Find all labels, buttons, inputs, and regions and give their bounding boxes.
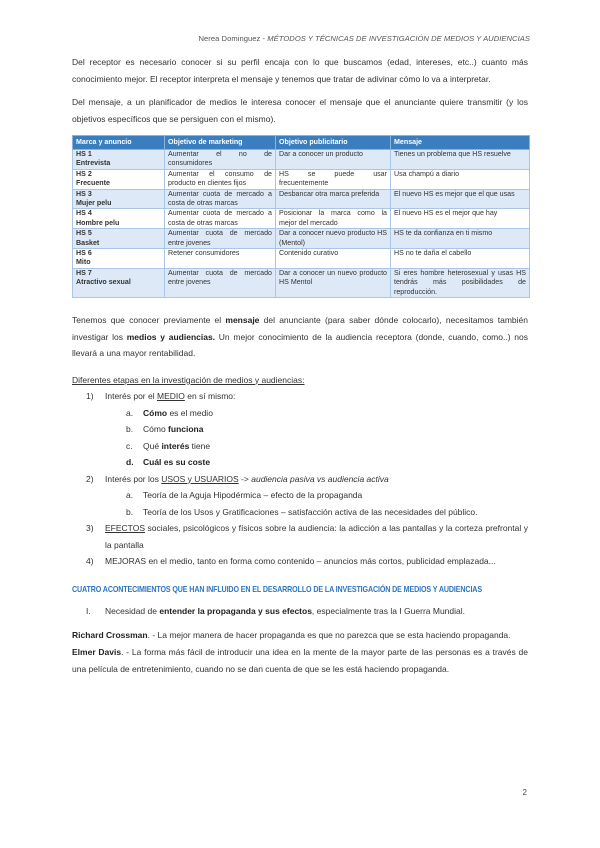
table-header-cell: Mensaje [391,136,530,150]
brand-cell [73,169,165,189]
page-content [72,54,528,677]
text-run: en sí mismo: [184,391,236,402]
text-run-underline: MEDIO [156,391,185,402]
list-marker: 4) [86,556,94,567]
list-item [72,520,528,553]
table-header-cell: Objetivo de marketing [165,136,276,150]
intro-paragraph-mensaje: Del mensaje, a un planificador de medios le interesa conocer el mensaje que el anunciante quiere transmitir (y los objetivos específicos que se persiguen con el mismo). [72,97,528,124]
text-run: tiene [189,440,211,451]
brand-code: HS 7 [76,268,92,277]
list-item [72,504,528,521]
list-marker: I. [86,606,91,617]
text-run: es el medio [167,407,213,418]
list-marker: 2) [86,473,94,484]
brand-code: HS 4 [76,209,92,218]
mensaje-cell: El nuevo HS es mejor que el que usas [391,189,530,209]
publicitario-cell: Desbancar otra marca preferida [276,189,391,209]
quote-text: . - La forma más fácil de introducir una idea en la mente de la mayor parte de las personas es a través de una película de entretenimiento, cuando no se dan cuenta de que se les está haciendo propaganda. [72,647,528,674]
list-marker: b. [126,506,134,517]
section-heading: CUATRO ACONTECIMIENTOS QUE HAN INFLUIDO EN EL DESARROLLO DE LA INVESTIGACIÓN DE MEDIOS Y AUDIENCIAS [72,583,482,594]
text-run-underline: EFECTOS [105,523,145,534]
list-item [72,405,528,422]
mensaje-cell: Usa champú a diario [391,169,530,189]
publicitario-cell: Posicionar la marca como la mejor del mercado [276,209,391,229]
marketing-cell: Aumentar el consumo de producto en clientes fijos [165,169,276,189]
text-run: Tenemos que conocer previamente el [72,315,226,326]
marketing-cell: Retener consumidores [165,249,276,269]
list-item [72,487,528,504]
table-row [73,150,530,170]
text-run: Necesidad de [105,606,160,617]
table-header-cell: Marca y anuncio [73,136,165,150]
list-marker: 3) [86,523,94,534]
text-run: MEJORAS en el medio, tanto en forma como contenido – anuncios más cortos, publicidad emplazada... [105,556,496,567]
section-list-item [72,603,528,620]
brand-ad: Entrevista [76,159,111,168]
table-row [73,169,530,189]
brand-code: HS 5 [76,229,92,238]
list-item [72,388,528,405]
table-row [73,209,530,229]
text-run-italic: audiencia pasiva vs audiencia activa [251,473,389,484]
brand-code: HS 3 [76,189,92,198]
text-run: -> [238,473,252,484]
text-run: Cómo [143,424,169,435]
etapas-title: Diferentes etapas en la investigación de medios y audiencias: [72,374,305,385]
text-run-bold: funciona [168,424,204,435]
marketing-cell: Aumentar cuota de mercado entre jovenes [165,268,276,297]
text-run-bold: medios y audiencias. [126,331,216,342]
brand-code: HS 2 [76,169,92,178]
quote-crossman [72,627,528,644]
media-planning-table [72,135,530,298]
text-run: Un mejor conocimiento de la audiencia receptora (donde, cuando, como..) nos llevará a una mayor rentabilidad. [72,331,529,359]
quote-davis [72,644,528,677]
text-run-bold: entender la propaganda y sus efectos [159,606,312,617]
page-header [198,34,530,43]
text-run: , especialmente tras la I Guerra Mundial. [311,606,465,617]
list-item [72,471,528,488]
table-header-cell: Objetivo publicitario [276,136,391,150]
text-run: sociales, psicológicos y físicos sobre la audiencia: la adicción a las pantallas y la corteza prefrontal y la pantalla [105,523,528,550]
quote-author: Elmer Davis [72,647,122,658]
mensaje-cell: Tienes un problema que HS resuelve [391,150,530,170]
table-row [73,249,530,269]
quote-text: . - La mejor manera de hacer propaganda es que no parezca que se esta haciendo propaganda. [147,629,511,640]
brand-ad: Atractivo sexual [76,278,131,287]
list-marker: b. [126,424,134,435]
brand-cell [73,189,165,209]
brand-cell [73,229,165,249]
list-marker: a. [126,407,134,418]
brand-cell [73,150,165,170]
quote-author: Richard Crossman [72,629,148,640]
list-marker: c. [126,440,133,451]
header-author: Nerea Dominguez - [198,34,268,43]
brand-ad: Mujer pelu [76,199,112,208]
list-item [72,421,528,438]
list-marker: d. [126,457,134,468]
brand-code: HS 6 [76,249,92,258]
brand-ad: Frecuente [76,179,110,188]
marketing-cell: Aumentar cuota de mercado a costa de otras marcas [165,189,276,209]
list-item [72,438,528,455]
table-row [73,189,530,209]
marketing-cell: Aumentar cuota de mercado a costa de otras marcas [165,209,276,229]
text-run-bold: interés [161,440,190,451]
text-run: Interés por los [105,473,162,484]
marketing-cell: Aumentar cuota de mercado entre jovenes [165,229,276,249]
table-header-row [73,136,530,150]
text-run: Interés por el [105,391,157,402]
list-marker: a. [126,490,134,501]
brand-ad: Basket [76,238,100,247]
brand-ad: Hombre pelu [76,218,120,227]
brand-ad: Mito [76,258,91,267]
etapas-list [72,388,528,570]
table-row [73,229,530,249]
list-marker: 1) [86,391,94,402]
mensaje-cell: HS te da confianza en ti mismo [391,229,530,249]
mensaje-cell: HS no te daña el cabello [391,249,530,269]
brand-cell [73,249,165,269]
brand-code: HS 1 [76,150,92,158]
intro-paragraph-receptor: Del receptor es necesario conocer si su perfil encaja con lo que buscamos (edad, intereses, etc..) cuanto más conocimiento mejor. El receptor interpreta el mensaje y tenemos que tratar de adivinar cómo lo va a interpretar. [72,57,528,84]
publicitario-cell: Dar a conocer nuevo producto HS (Mentol) [276,229,391,249]
text-run: Qué [143,440,162,451]
text-run-bold: mensaje [225,315,260,326]
publicitario-cell: HS se puede usar frecuentemente [276,169,391,189]
mensaje-cell: El nuevo HS es el mejor que hay [391,209,530,229]
paragraph-mensaje-medios [72,312,528,362]
mensaje-cell: Si eres hombre heterosexual y usas HS tendrás más posibilidades de reproducción. [391,268,530,297]
publicitario-cell: Dar a conocer un nuevo producto HS Mentol [276,268,391,297]
text-run-bold: Cuál es su coste [143,457,211,468]
text-run-underline: USOS y USUARIOS [161,473,239,484]
publicitario-cell: Dar a conocer un producto [276,150,391,170]
publicitario-cell: Contenido curativo [276,249,391,269]
text-run: del anunciante (para saber dónde colocarlo), necesitamos también investigar los [72,315,528,342]
header-title: MÉTODOS Y TÉCNICAS DE INVESTIGACIÓN DE MEDIOS Y AUDIENCIAS [267,34,530,43]
text-run: Teoría de los Usos y Gratificaciones – satisfacción activa de las necesidades del público. [143,506,478,517]
table-row [73,268,530,297]
list-item [72,454,528,471]
page-number: 2 [522,788,527,797]
text-run-bold: Cómo [143,407,168,418]
text-run: Teoría de la Aguja Hipodérmica – efecto de la propaganda [143,490,363,501]
list-item [72,553,528,570]
marketing-cell: Aumentar el no de consumidores [165,150,276,170]
brand-cell [73,209,165,229]
brand-cell [73,268,165,297]
